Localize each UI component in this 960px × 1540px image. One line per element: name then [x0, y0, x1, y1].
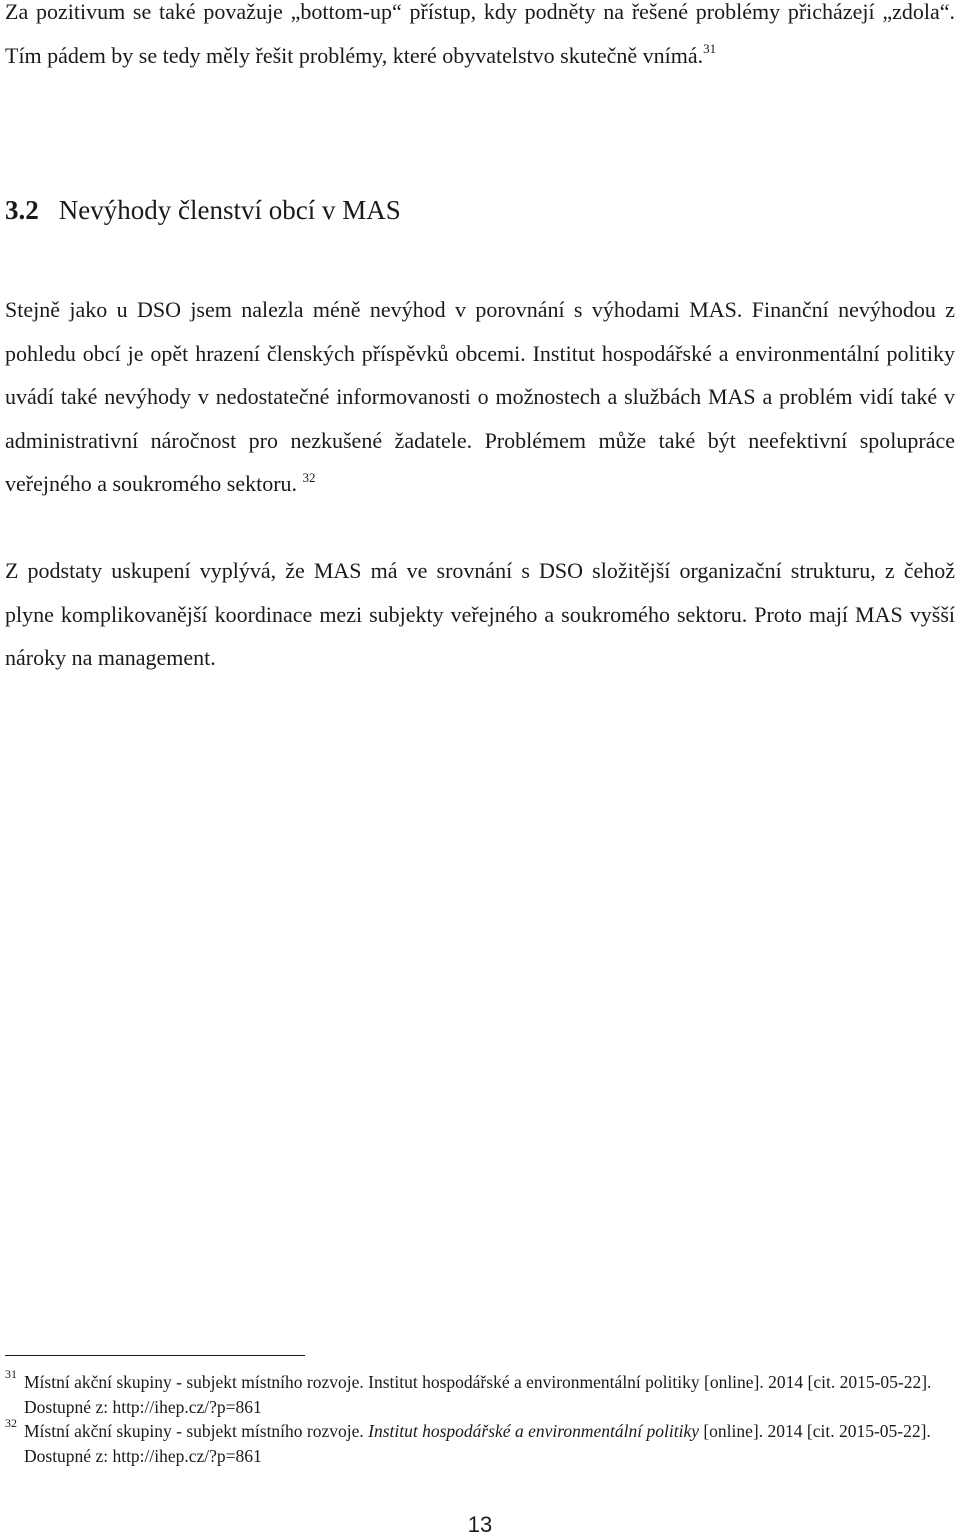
footnote-32-source-title: Institut hospodářské a environmentální politiky	[368, 1421, 699, 1441]
paragraph-disadvantages	[5, 288, 955, 506]
footnote-separator	[5, 1355, 305, 1356]
intro-paragraph	[5, 0, 955, 77]
footnote-32-body	[5, 1419, 935, 1469]
section-heading	[5, 190, 401, 230]
footnote-32-text-after: [online]. 2014 [cit. 2015-05-22]. Dostupné z: http://ihep.cz/?p=861	[24, 1421, 931, 1466]
footnote-31-text: Místní akční skupiny - subjekt místního rozvoje. Institut hospodářské a environmentální politiky [online]. 2014 [cit. 2015-05-22]. Dostupné z: http://ihep.cz/?p=861	[24, 1372, 932, 1417]
footnote-32	[5, 1416, 935, 1469]
footnote-32-text-before: Místní akční skupiny - subjekt místního rozvoje.	[24, 1421, 369, 1441]
intro-text: Za pozitivum se také považuje „bottom-up“ přístup, kdy podněty na řešené problémy přicházejí „zdola“. Tím pádem by se tedy měly řešit problémy, které obyvatelstvo skutečně vnímá.	[5, 0, 955, 68]
footnote-ref-32[interactable]: 32	[302, 469, 316, 485]
section-number: 3.2	[5, 195, 39, 225]
paragraph-structure-text: Z podstaty uskupení vyplývá, že MAS má ve srovnání s DSO složitější organizační strukturu, z čehož plyne komplikovanější koordinace mezi subjekty veřejného a soukromého sektoru. Proto mají MAS vyšší nároky na management.	[5, 558, 955, 670]
footnote-mark-31: 31	[5, 1367, 17, 1381]
footnote-mark-32: 32	[5, 1416, 17, 1430]
paragraph-disadvantages-text: Stejně jako u DSO jsem nalezla méně nevýhod v porovnání s výhodami MAS. Finanční nevýhodou z pohledu obcí je opět hrazení členských příspěvků obcemi. Institut hospodářské a environmentální politiky uvádí také nevýhody v nedostatečné informovanosti o možnostech a službách MAS a problém vidí také v administrativní náročnost pro nezkušené žadatele. Problémem může také být neefektivní spolupráce veřejného a soukromého sektoru.	[5, 297, 955, 496]
section-title: Nevýhody členství obcí v MAS	[58, 195, 401, 225]
footnote-31	[5, 1367, 935, 1420]
paragraph-structure	[5, 549, 955, 680]
footnote-ref-31[interactable]: 31	[703, 41, 717, 57]
page-number: 13	[467, 1512, 493, 1537]
